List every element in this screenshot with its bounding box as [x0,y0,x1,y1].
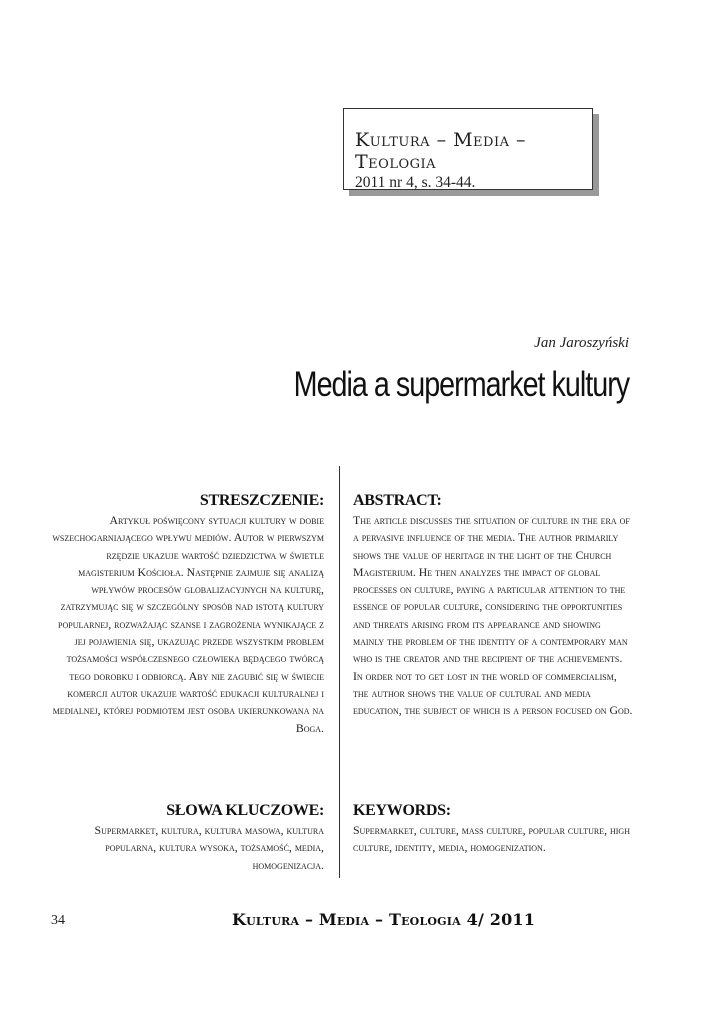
abstract-english-text: The article discusses the situation of culture in the era of a pervasive influence of the media. The author primarily shows the value of heritage in the light of the Church Magisterium. He then analyzes the impact of global processes on culture, paying a particular attention to the essence of popular culture, considering the opportunities and threats arising from its appearance and showing mainly the problem of the identity of a contemporary man who is the creator and the recipient of the achievements. In order not to get lost in the world of commercialism, the author shows the value of cultural and media education, the subject of which is a person focused on God. [353,513,633,718]
column-divider [339,466,340,878]
keywords-polish-heading: SŁOWA KLUCZOWE: [166,802,324,819]
article-author: Jan Jaroszyński [534,335,629,351]
journal-name: Kultura – Media – Teologia [355,129,527,173]
keywords-polish [52,802,324,874]
page-number: 34 [51,913,65,928]
abstract-english [353,492,633,720]
abstract-polish-heading: STRESZCZENIE: [199,492,324,509]
journal-issue: 2011 nr 4, s. 34-44. [355,174,476,191]
keywords-english-text: Supermarket, culture, mass culture, popular culture, high culture, identity, media, homogenization. [353,823,630,855]
keywords-polish-text: Supermarket, kultura, kultura masowa, kultura popularna, kultura wysoka, tożsamość, media, homogenizacja. [94,823,324,872]
footer-journal-issue: Kultura – Media – Teologia 4/ 2011 [232,910,536,929]
keywords-english-heading: KEYWORDS: [353,802,451,819]
abstract-english-heading: ABSTRACT: [353,492,442,509]
abstract-polish [52,492,324,737]
keywords-english [353,802,633,857]
abstract-polish-text: Artykuł poświęcony sytuacji kultury w dobie wszechogarniającego wpływu mediów. Autor w pierwszym rzędzie ukazuje wartość dziedzictwa w świetle magisterium Kościoła. Następnie zajmuje się analizą wpływów procesów globalizacyjnych na kulturę, zatrzymując się w szczególny sposób nad istotą kultury popularnej, rozważając szanse i zagrożenia wynikające z jej pojawienia się, ukazując przede wszystkim problem tożsamości współczesnego człowieka będącego twórcą tego dorobku i odbiorcą. Aby nie zagubić się w świecie komercji autor ukazuje wartość edukacji kulturalnej i medialnej, której podmiotem jest osoba ukierunkowana na Boga. [52,513,324,735]
journal-info-box [343,108,593,190]
article-title: Media a supermarket kultury [293,365,629,404]
